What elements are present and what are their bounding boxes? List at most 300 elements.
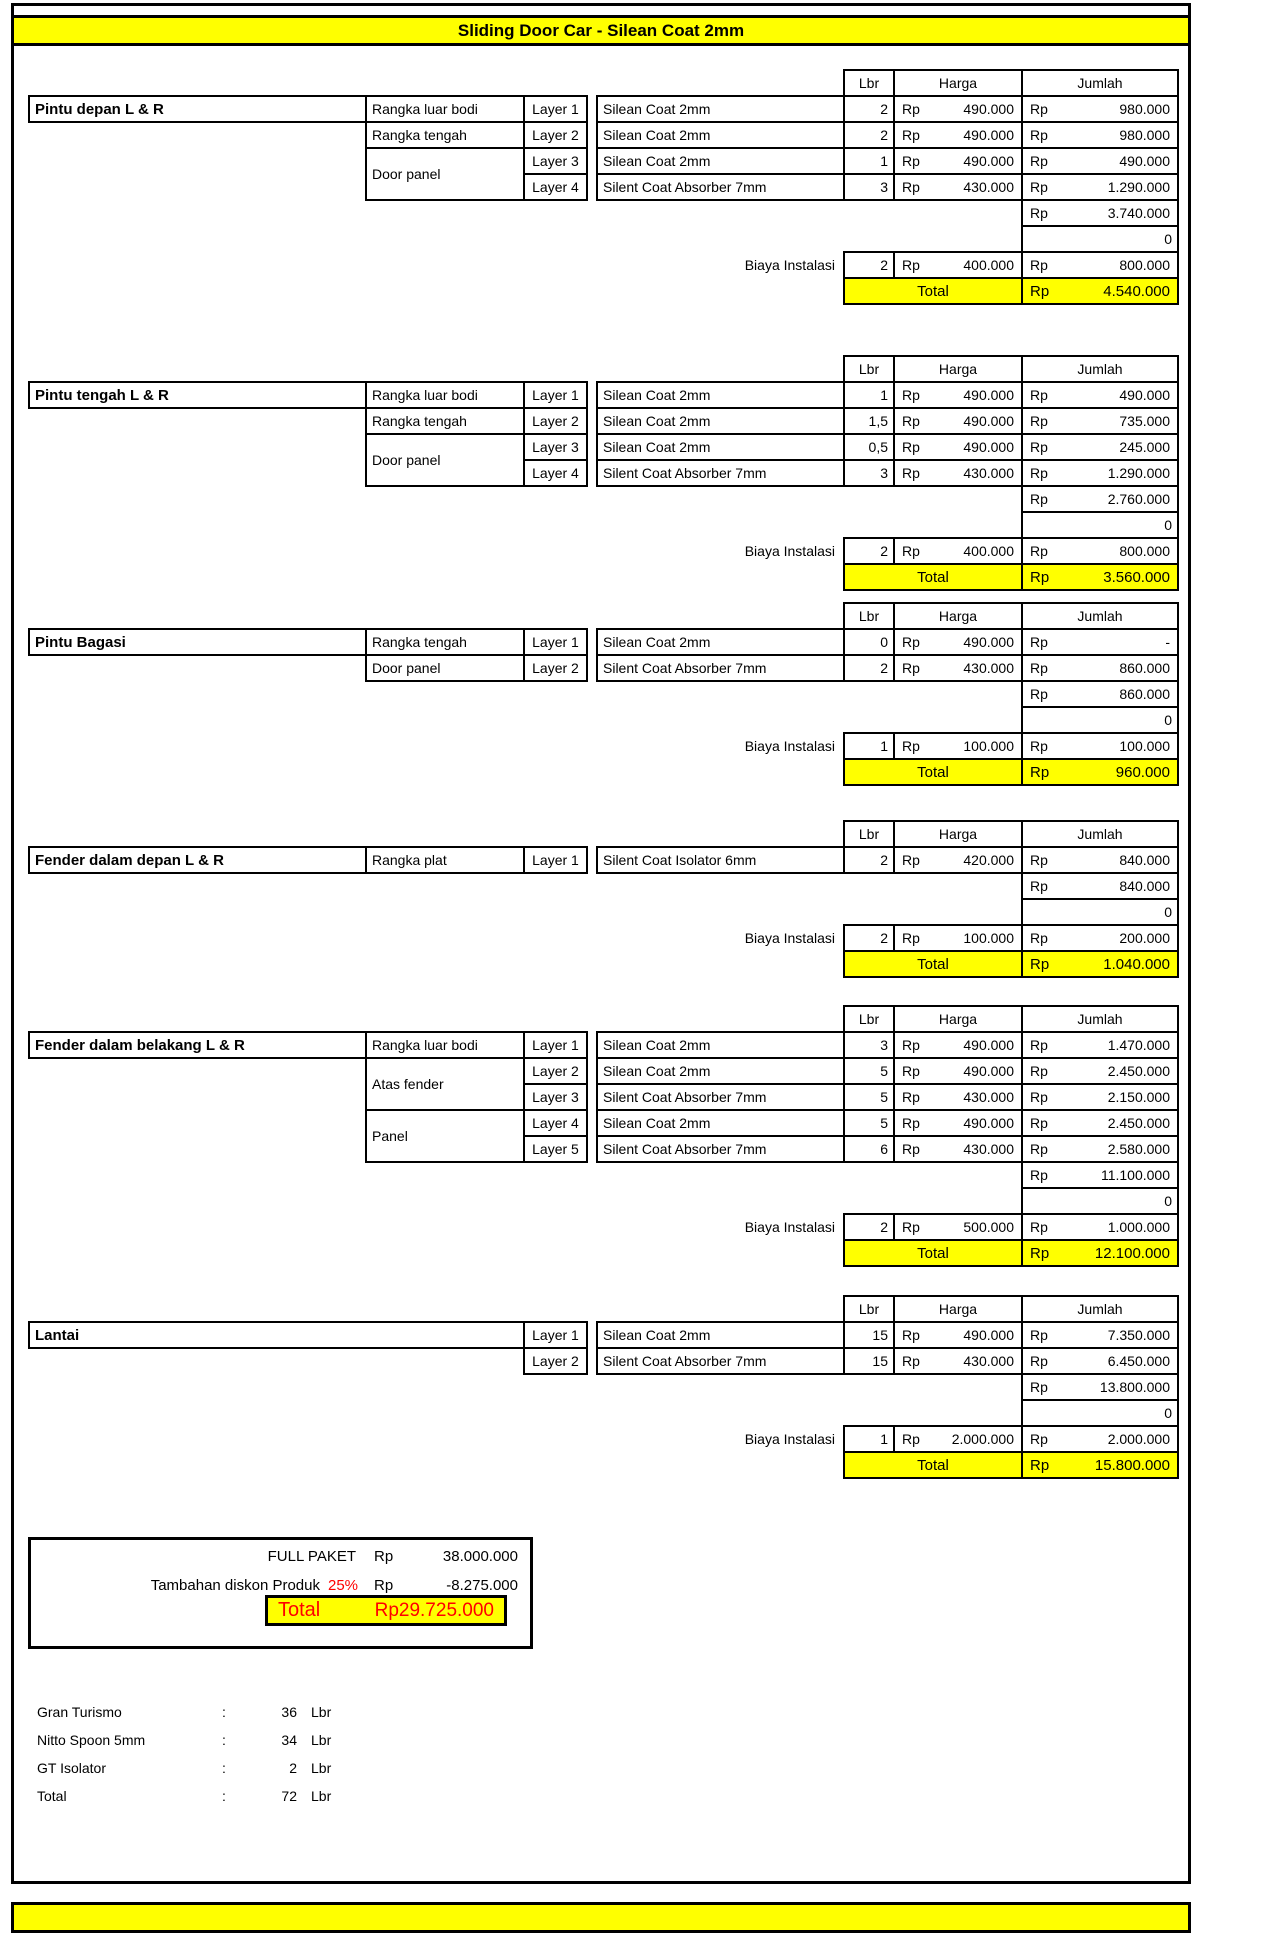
- product-cell: Silent Coat Absorber 7mm: [596, 459, 845, 487]
- amount: 100.000: [963, 738, 1014, 754]
- product-cell: Silean Coat 2mm: [596, 147, 845, 175]
- amount: 800.000: [1119, 257, 1170, 273]
- jumlah-cell: [1021, 1321, 1179, 1349]
- jumlah-cell: [1021, 173, 1179, 201]
- currency-label: Rp: [902, 1089, 920, 1105]
- header-jumlah: Jumlah: [1021, 69, 1179, 97]
- amount: 2.450.000: [1107, 1115, 1170, 1131]
- currency-label: Rp: [1030, 852, 1048, 868]
- amount: 490.000: [1119, 387, 1170, 403]
- header-harga: Harga: [893, 820, 1023, 848]
- currency-label: Rp: [902, 1115, 920, 1131]
- section-name-cell: Pintu depan L & R: [28, 95, 367, 123]
- layer-cell: Layer 2: [523, 654, 588, 682]
- full-paket-currency: Rp: [374, 1548, 394, 1565]
- harga-cell: [893, 846, 1023, 874]
- amount: 100.000: [963, 930, 1014, 946]
- currency-label: Rp: [902, 153, 920, 169]
- layer-cell: Layer 1: [523, 846, 588, 874]
- currency-label: Rp: [1030, 543, 1048, 559]
- product-cell: Silean Coat 2mm: [596, 628, 845, 656]
- amount: 500.000: [963, 1219, 1014, 1235]
- amount: 490.000: [1119, 153, 1170, 169]
- biaya-harga-cell: [893, 924, 1023, 952]
- total-amount-cell: [1021, 563, 1179, 591]
- amount: 490.000: [963, 387, 1014, 403]
- rangka-cell: Rangka tengah: [365, 121, 525, 149]
- materials-list: [37, 1698, 342, 1810]
- header-harga: Harga: [893, 355, 1023, 383]
- currency-label: Rp: [1030, 1327, 1048, 1343]
- currency-label: Rp: [902, 101, 920, 117]
- amount: 860.000: [1119, 660, 1170, 676]
- amount: 420.000: [963, 852, 1014, 868]
- amount: 490.000: [963, 1037, 1014, 1053]
- total-amount-cell: [1021, 277, 1179, 305]
- zero-cell: 0: [1021, 511, 1179, 539]
- amount: 2.580.000: [1107, 1141, 1170, 1157]
- currency-label: Rp: [902, 127, 920, 143]
- biaya-lbr-cell: 1: [843, 732, 895, 760]
- summary-total-amount: Rp29.725.000: [374, 1599, 494, 1621]
- header-harga: Harga: [893, 1295, 1023, 1323]
- amount: 100.000: [1119, 738, 1170, 754]
- amount: 490.000: [963, 101, 1014, 117]
- currency-label: Rp: [902, 852, 920, 868]
- biaya-instalasi-label: Biaya Instalasi: [744, 1431, 835, 1447]
- currency-label: Rp: [902, 738, 920, 754]
- currency-label: Rp: [902, 543, 920, 559]
- biaya-harga-cell: [893, 1213, 1023, 1241]
- amount: 980.000: [1119, 127, 1170, 143]
- rangka-cell: Rangka tengah: [365, 628, 525, 656]
- material-qty: 72: [281, 1788, 297, 1804]
- biaya-harga-cell: [893, 1425, 1023, 1453]
- product-cell: Silent Coat Isolator 6mm: [596, 846, 845, 874]
- currency-label: Rp: [1030, 179, 1048, 195]
- header-jumlah: Jumlah: [1021, 602, 1179, 630]
- jumlah-cell: [1021, 147, 1179, 175]
- amount: 15.800.000: [1094, 1456, 1170, 1474]
- section-name-cell: Fender dalam depan L & R: [28, 846, 367, 874]
- amount: 430.000: [963, 660, 1014, 676]
- amount: 2.000.000: [951, 1431, 1014, 1447]
- zero-cell: 0: [1021, 1187, 1179, 1215]
- currency-label: Rp: [1030, 282, 1050, 300]
- product-cell: Silent Coat Absorber 7mm: [596, 1135, 845, 1163]
- jumlah-cell: [1021, 1109, 1179, 1137]
- amount: 430.000: [963, 1089, 1014, 1105]
- lbr-cell: 5: [843, 1109, 895, 1137]
- currency-label: Rp: [1030, 1167, 1048, 1183]
- full-paket-amount: 38.000.000: [442, 1548, 518, 1565]
- full-paket-label: FULL PAKET: [267, 1548, 356, 1565]
- material-colon: :: [222, 1760, 226, 1776]
- currency-label: Rp: [1030, 1219, 1048, 1235]
- amount: 12.100.000: [1094, 1244, 1170, 1262]
- summary-total-bar: [265, 1595, 507, 1626]
- amount: 430.000: [963, 1353, 1014, 1369]
- biaya-lbr-cell: 2: [843, 924, 895, 952]
- harga-cell: [893, 459, 1023, 487]
- currency-label: Rp: [902, 1063, 920, 1079]
- subtotal-cell: [1021, 1161, 1179, 1189]
- header-jumlah: Jumlah: [1021, 355, 1179, 383]
- product-cell: Silent Coat Absorber 7mm: [596, 1347, 845, 1375]
- biaya-jumlah-cell: [1021, 1425, 1179, 1453]
- next-page-title-bar: [11, 1902, 1191, 1933]
- total-label-cell: Total: [843, 1239, 1023, 1267]
- rangka-cell: Door panel: [365, 433, 525, 487]
- currency-label: Rp: [1030, 1353, 1048, 1369]
- amount: 245.000: [1119, 439, 1170, 455]
- amount: 490.000: [963, 413, 1014, 429]
- rangka-cell: Door panel: [365, 147, 525, 201]
- lbr-cell: 2: [843, 846, 895, 874]
- currency-label: Rp: [1030, 257, 1048, 273]
- currency-label: Rp: [902, 1037, 920, 1053]
- currency-label: Rp: [1030, 127, 1048, 143]
- material-colon: :: [222, 1788, 226, 1804]
- currency-label: Rp: [902, 257, 920, 273]
- subtotal-cell: [1021, 485, 1179, 513]
- layer-cell: Layer 2: [523, 1347, 588, 1375]
- amount: 490.000: [963, 1327, 1014, 1343]
- total-amount-cell: [1021, 1239, 1179, 1267]
- jumlah-cell: [1021, 628, 1179, 656]
- currency-label: Rp: [902, 413, 920, 429]
- amount: 2.450.000: [1107, 1063, 1170, 1079]
- currency-label: Rp: [1030, 1089, 1048, 1105]
- jumlah-cell: [1021, 121, 1179, 149]
- lbr-cell: 15: [843, 1347, 895, 1375]
- currency-label: Rp: [1030, 491, 1048, 507]
- currency-label: Rp: [1030, 878, 1048, 894]
- currency-label: Rp: [1030, 686, 1048, 702]
- currency-label: Rp: [1030, 1456, 1050, 1474]
- section-name-cell: Pintu tengah L & R: [28, 381, 367, 409]
- harga-cell: [893, 407, 1023, 435]
- amount: 840.000: [1119, 852, 1170, 868]
- amount: 490.000: [963, 634, 1014, 650]
- layer-cell: Layer 3: [523, 433, 588, 461]
- amount: 6.450.000: [1107, 1353, 1170, 1369]
- lbr-cell: 1: [843, 147, 895, 175]
- total-amount-cell: [1021, 1451, 1179, 1479]
- biaya-jumlah-cell: [1021, 537, 1179, 565]
- material-name: Nitto Spoon 5mm: [37, 1732, 146, 1748]
- subtotal-cell: [1021, 680, 1179, 708]
- summary-full-paket-row: [31, 1544, 530, 1569]
- currency-label: Rp: [1030, 1244, 1050, 1262]
- harga-cell: [893, 1031, 1023, 1059]
- subtotal-cell: [1021, 872, 1179, 900]
- biaya-instalasi-label: Biaya Instalasi: [744, 543, 835, 559]
- biaya-harga-cell: [893, 537, 1023, 565]
- biaya-instalasi-label: Biaya Instalasi: [744, 257, 835, 273]
- zero-cell: 0: [1021, 225, 1179, 253]
- amount: 13.800.000: [1099, 1379, 1170, 1395]
- rangka-cell: Door panel: [365, 654, 525, 682]
- lbr-cell: 2: [843, 95, 895, 123]
- header-harga: Harga: [893, 602, 1023, 630]
- product-cell: Silean Coat 2mm: [596, 1031, 845, 1059]
- header-lbr: Lbr: [843, 1295, 895, 1323]
- product-cell: Silent Coat Absorber 7mm: [596, 654, 845, 682]
- product-cell: Silent Coat Absorber 7mm: [596, 173, 845, 201]
- amount: 735.000: [1119, 413, 1170, 429]
- harga-cell: [893, 121, 1023, 149]
- lbr-cell: 1,5: [843, 407, 895, 435]
- amount: 430.000: [963, 465, 1014, 481]
- product-cell: Silean Coat 2mm: [596, 95, 845, 123]
- material-row: [37, 1754, 342, 1782]
- harga-cell: [893, 1135, 1023, 1163]
- amount: 1.290.000: [1107, 465, 1170, 481]
- zero-cell: 0: [1021, 898, 1179, 926]
- jumlah-cell: [1021, 1135, 1179, 1163]
- currency-label: Rp: [1030, 1037, 1048, 1053]
- material-qty: 2: [289, 1760, 297, 1776]
- product-cell: Silent Coat Absorber 7mm: [596, 1083, 845, 1111]
- lbr-cell: 15: [843, 1321, 895, 1349]
- lbr-cell: 1: [843, 381, 895, 409]
- amount: 1.470.000: [1107, 1037, 1170, 1053]
- material-unit: Lbr: [311, 1704, 332, 1720]
- layer-cell: Layer 4: [523, 1109, 588, 1137]
- product-cell: Silean Coat 2mm: [596, 1109, 845, 1137]
- total-amount-cell: [1021, 758, 1179, 786]
- page-title: Sliding Door Car - Silean Coat 2mm: [457, 20, 745, 40]
- header-jumlah: Jumlah: [1021, 1295, 1179, 1323]
- material-name: Gran Turismo: [37, 1704, 122, 1720]
- material-colon: :: [222, 1704, 226, 1720]
- lbr-cell: 2: [843, 654, 895, 682]
- header-lbr: Lbr: [843, 69, 895, 97]
- rangka-cell: Atas fender: [365, 1057, 525, 1111]
- biaya-lbr-cell: 2: [843, 537, 895, 565]
- layer-cell: Layer 3: [523, 147, 588, 175]
- jumlah-cell: [1021, 654, 1179, 682]
- amount: 960.000: [1115, 763, 1170, 781]
- section-name-cell: Lantai: [28, 1321, 588, 1349]
- material-row: [37, 1726, 342, 1754]
- currency-label: Rp: [1030, 955, 1050, 973]
- header-jumlah: Jumlah: [1021, 1005, 1179, 1033]
- currency-label: Rp: [1030, 205, 1048, 221]
- lbr-cell: 3: [843, 459, 895, 487]
- zero-cell: 0: [1021, 706, 1179, 734]
- amount: 490.000: [963, 1115, 1014, 1131]
- material-unit: Lbr: [311, 1760, 332, 1776]
- layer-cell: Layer 5: [523, 1135, 588, 1163]
- amount: 490.000: [963, 153, 1014, 169]
- amount: 2.150.000: [1107, 1089, 1170, 1105]
- biaya-jumlah-cell: [1021, 251, 1179, 279]
- currency-label: Rp: [902, 439, 920, 455]
- material-row: [37, 1698, 342, 1726]
- rangka-cell: Panel: [365, 1109, 525, 1163]
- amount: 7.350.000: [1107, 1327, 1170, 1343]
- header-harga: Harga: [893, 69, 1023, 97]
- rangka-cell: Rangka plat: [365, 846, 525, 874]
- layer-cell: Layer 2: [523, 407, 588, 435]
- currency-label: Rp: [1030, 439, 1048, 455]
- amount: 490.000: [963, 127, 1014, 143]
- layer-cell: Layer 1: [523, 1031, 588, 1059]
- total-label-cell: Total: [843, 563, 1023, 591]
- currency-label: Rp: [1030, 763, 1050, 781]
- total-label-cell: Total: [843, 758, 1023, 786]
- harga-cell: [893, 381, 1023, 409]
- material-qty: 36: [281, 1704, 297, 1720]
- amount: 3.560.000: [1103, 568, 1170, 586]
- biaya-lbr-cell: 2: [843, 251, 895, 279]
- currency-label: Rp: [902, 1327, 920, 1343]
- currency-label: Rp: [1030, 634, 1048, 650]
- material-name: GT Isolator: [37, 1760, 106, 1776]
- layer-cell: Layer 1: [523, 628, 588, 656]
- currency-label: Rp: [902, 660, 920, 676]
- product-cell: Silean Coat 2mm: [596, 1057, 845, 1085]
- harga-cell: [893, 95, 1023, 123]
- currency-label: Rp: [1030, 1141, 1048, 1157]
- subtotal-cell: [1021, 1373, 1179, 1401]
- jumlah-cell: [1021, 95, 1179, 123]
- material-qty: 34: [281, 1732, 297, 1748]
- currency-label: Rp: [1030, 465, 1048, 481]
- summary-total-label: Total: [278, 1599, 321, 1621]
- currency-label: Rp: [1030, 413, 1048, 429]
- layer-cell: Layer 1: [523, 381, 588, 409]
- discount-percent: 25%: [327, 1577, 359, 1594]
- harga-cell: [893, 173, 1023, 201]
- header-lbr: Lbr: [843, 355, 895, 383]
- layer-cell: Layer 2: [523, 1057, 588, 1085]
- harga-cell: [893, 654, 1023, 682]
- layer-cell: Layer 1: [523, 1321, 588, 1349]
- section-name-cell: Pintu Bagasi: [28, 628, 367, 656]
- currency-label: Rp: [1030, 153, 1048, 169]
- harga-cell: [893, 147, 1023, 175]
- jumlah-cell: [1021, 1347, 1179, 1375]
- currency-label: Rp: [1030, 930, 1048, 946]
- currency-label: Rp: [902, 387, 920, 403]
- product-cell: Silean Coat 2mm: [596, 121, 845, 149]
- subtotal-cell: [1021, 199, 1179, 227]
- currency-label: Rp: [1030, 738, 1048, 754]
- harga-cell: [893, 1057, 1023, 1085]
- biaya-jumlah-cell: [1021, 924, 1179, 952]
- rangka-cell: Rangka luar bodi: [365, 1031, 525, 1059]
- biaya-instalasi-label: Biaya Instalasi: [744, 930, 835, 946]
- discount-currency: Rp: [374, 1577, 394, 1594]
- biaya-instalasi-label: Biaya Instalasi: [744, 1219, 835, 1235]
- header-harga: Harga: [893, 1005, 1023, 1033]
- zero-cell: 0: [1021, 1399, 1179, 1427]
- amount: 1.040.000: [1103, 955, 1170, 973]
- harga-cell: [893, 1083, 1023, 1111]
- amount: 980.000: [1119, 101, 1170, 117]
- rangka-cell: Rangka luar bodi: [365, 95, 525, 123]
- layer-cell: Layer 3: [523, 1083, 588, 1111]
- material-unit: Lbr: [311, 1732, 332, 1748]
- discount-label: Tambahan diskon Produk: [150, 1577, 320, 1594]
- amount: 800.000: [1119, 543, 1170, 559]
- amount: 400.000: [963, 543, 1014, 559]
- amount: 1.290.000: [1107, 179, 1170, 195]
- currency-label: Rp: [902, 1141, 920, 1157]
- currency-label: Rp: [1030, 1431, 1048, 1447]
- lbr-cell: 5: [843, 1083, 895, 1111]
- currency-label: Rp: [902, 930, 920, 946]
- layer-cell: Layer 4: [523, 459, 588, 487]
- layer-cell: Layer 1: [523, 95, 588, 123]
- harga-cell: [893, 433, 1023, 461]
- lbr-cell: 3: [843, 173, 895, 201]
- amount: -: [1165, 634, 1170, 650]
- amount: 1.000.000: [1107, 1219, 1170, 1235]
- total-label-cell: Total: [843, 950, 1023, 978]
- jumlah-cell: [1021, 459, 1179, 487]
- lbr-cell: 3: [843, 1031, 895, 1059]
- currency-label: Rp: [902, 1353, 920, 1369]
- currency-label: Rp: [1030, 387, 1048, 403]
- currency-label: Rp: [902, 1219, 920, 1235]
- product-cell: Silean Coat 2mm: [596, 1321, 845, 1349]
- jumlah-cell: [1021, 1057, 1179, 1085]
- jumlah-cell: [1021, 1031, 1179, 1059]
- harga-cell: [893, 1321, 1023, 1349]
- currency-label: Rp: [1030, 1379, 1048, 1395]
- currency-label: Rp: [1030, 568, 1050, 586]
- harga-cell: [893, 1347, 1023, 1375]
- amount: 860.000: [1119, 686, 1170, 702]
- header-jumlah: Jumlah: [1021, 820, 1179, 848]
- layer-cell: Layer 4: [523, 173, 588, 201]
- currency-label: Rp: [902, 634, 920, 650]
- harga-cell: [893, 1109, 1023, 1137]
- jumlah-cell: [1021, 433, 1179, 461]
- amount: 200.000: [1119, 930, 1170, 946]
- lbr-cell: 6: [843, 1135, 895, 1163]
- amount: 2.000.000: [1107, 1431, 1170, 1447]
- lbr-cell: 0,5: [843, 433, 895, 461]
- amount: 490.000: [963, 439, 1014, 455]
- lbr-cell: 2: [843, 121, 895, 149]
- jumlah-cell: [1021, 846, 1179, 874]
- material-unit: Lbr: [311, 1788, 332, 1804]
- currency-label: Rp: [902, 1431, 920, 1447]
- amount: 3.740.000: [1107, 205, 1170, 221]
- material-colon: :: [222, 1732, 226, 1748]
- product-cell: Silean Coat 2mm: [596, 407, 845, 435]
- amount: 11.100.000: [1100, 1167, 1170, 1183]
- layer-cell: Layer 2: [523, 121, 588, 149]
- header-lbr: Lbr: [843, 602, 895, 630]
- currency-label: Rp: [1030, 1115, 1048, 1131]
- material-name: Total: [37, 1788, 67, 1804]
- biaya-lbr-cell: 1: [843, 1425, 895, 1453]
- amount: 840.000: [1119, 878, 1170, 894]
- amount: 430.000: [963, 179, 1014, 195]
- jumlah-cell: [1021, 407, 1179, 435]
- amount: 490.000: [963, 1063, 1014, 1079]
- discount-amount: -8.275.000: [446, 1577, 518, 1594]
- biaya-harga-cell: [893, 732, 1023, 760]
- rangka-cell: Rangka tengah: [365, 407, 525, 435]
- rangka-cell: Rangka luar bodi: [365, 381, 525, 409]
